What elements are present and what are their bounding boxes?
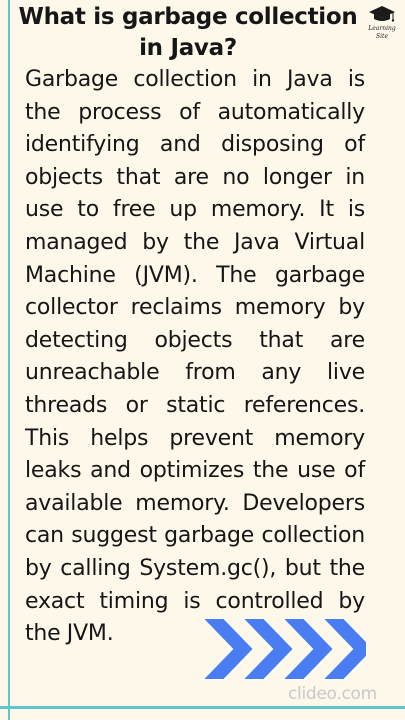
logo xyxy=(366,2,398,46)
post-body: Garbage collection in Java is the process of automatically identifying and disposing of objects that are no longer in use to free up memory. It is managed by the Java Virtual Machine (JVM). The garbage collector reclaims memory by detecting objects that are unreachable from any live threads or static references. This helps prevent memory leaks and optimizes the use of available memory. Developers can suggest garbage collection by calling System.gc(), but the exact timing is controlled by the JVM. xyxy=(25,67,365,647)
post-title: What is garbage collection in Java? xyxy=(18,4,358,61)
watermark: clideo.com xyxy=(288,684,377,704)
logo-text-line2: Site xyxy=(376,33,388,40)
logo-text-line1: Learning xyxy=(368,25,396,32)
chevron-arrow xyxy=(202,618,254,680)
bottom-border-line xyxy=(0,706,405,709)
graduation-cap-icon xyxy=(366,2,398,46)
left-border-line xyxy=(8,0,10,720)
chevron-right-icon xyxy=(200,618,366,680)
